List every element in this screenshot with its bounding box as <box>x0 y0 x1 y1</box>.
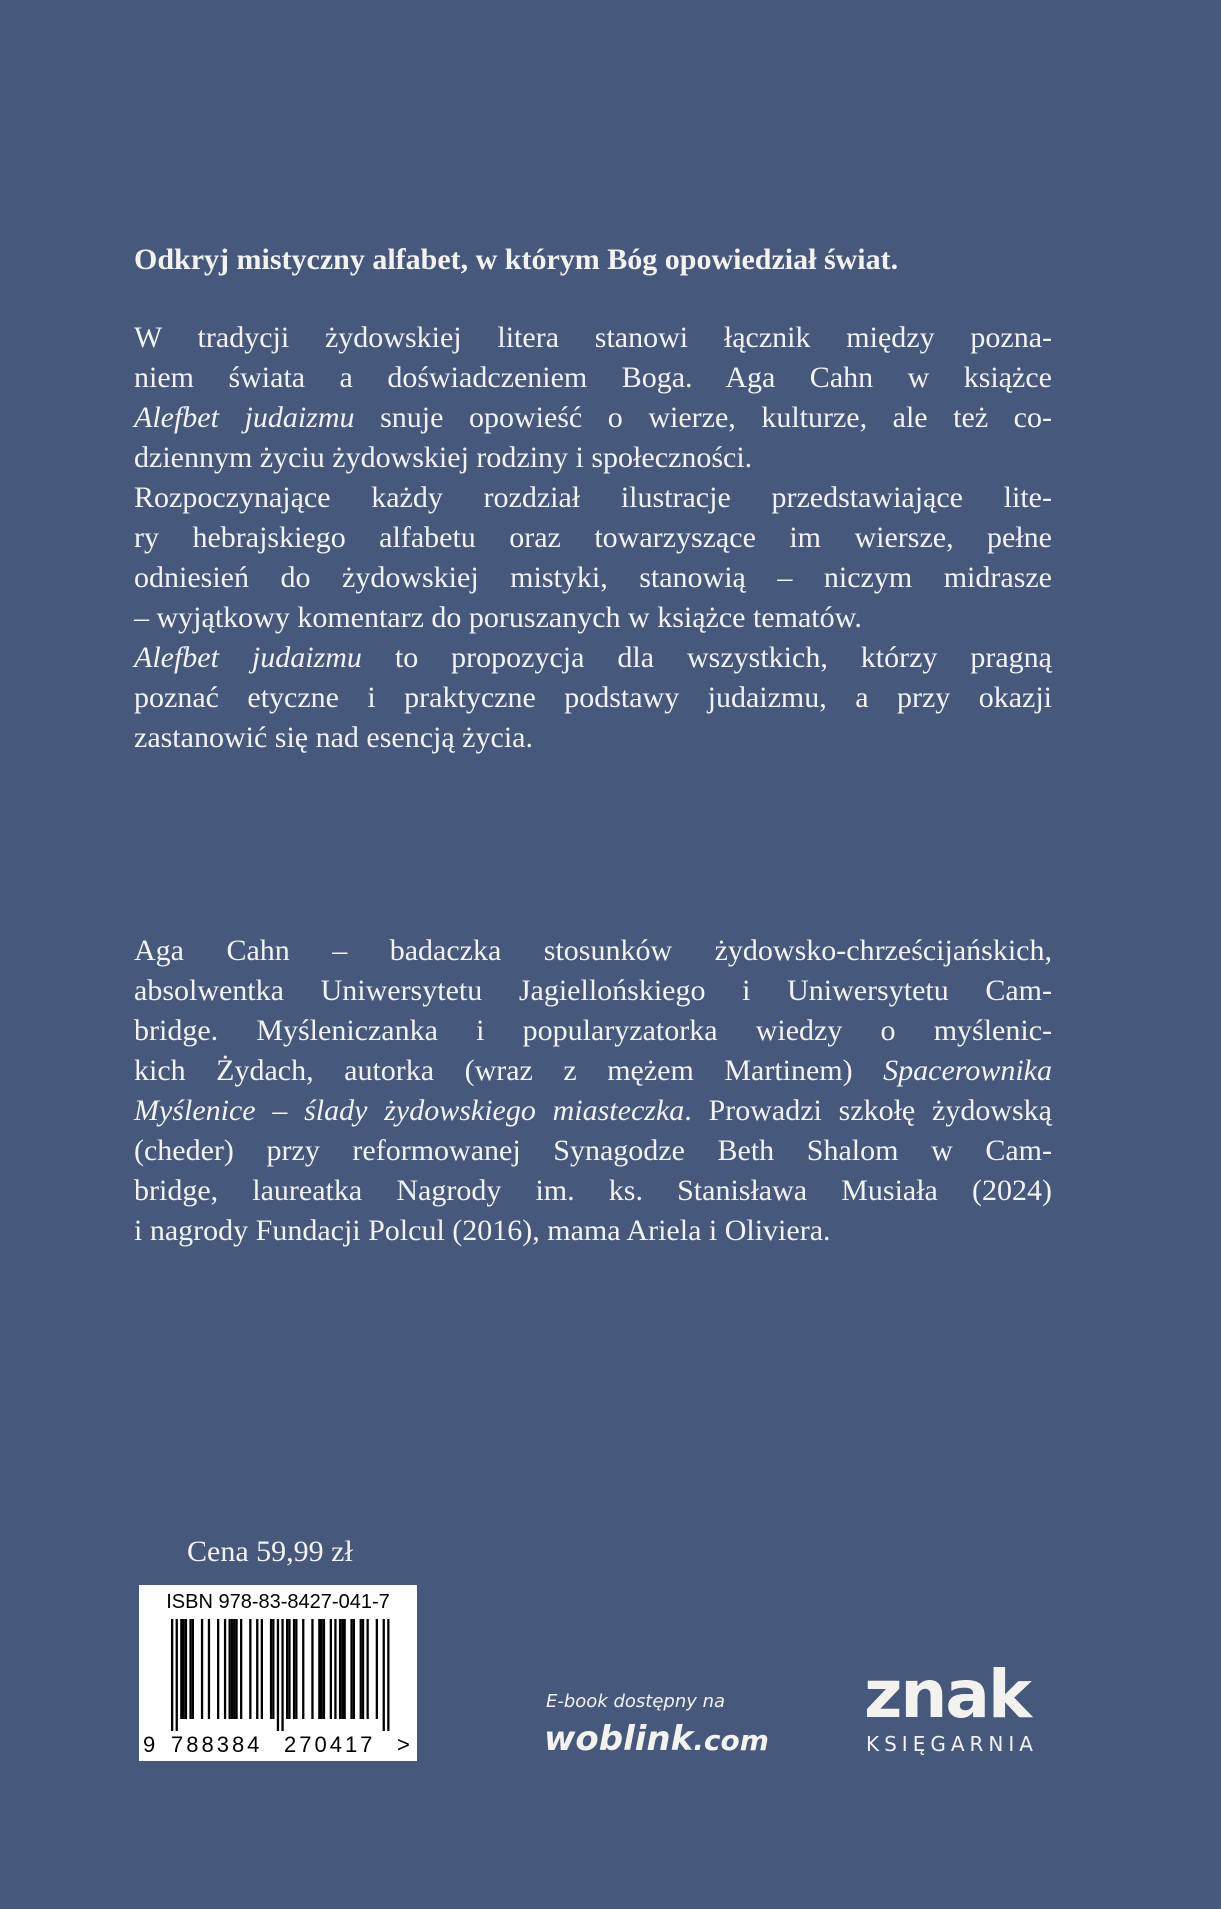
text-run: – wyjątkowy komentarz do poruszanych w książce tematów. <box>134 601 862 634</box>
text-line <box>134 598 1052 638</box>
barcode-bar <box>183 1619 185 1719</box>
barcode-bar <box>249 1619 251 1719</box>
text-run: Aga Cahn – badaczka stosunków żydowsko-chrześcijańskich, <box>134 934 1052 967</box>
barcode-bar <box>360 1619 362 1719</box>
text-line <box>134 558 1052 598</box>
text-line <box>134 438 1052 478</box>
barcode-bar <box>339 1619 341 1719</box>
barcode-bar <box>288 1619 290 1719</box>
text-run: bridge. Myśleniczanka i popularyzatorka wiedzy o myślenic- <box>134 1014 1052 1047</box>
text-line <box>134 518 1052 558</box>
text-line <box>134 1211 1052 1251</box>
barcode-bar <box>231 1619 233 1719</box>
text-run: poznać etyczne i praktyczne podstawy judaizmu, a przy okazji <box>134 681 1052 714</box>
barcode-bar <box>261 1619 263 1719</box>
barcode-bar <box>224 1619 226 1719</box>
text-run: absolwentka Uniwersytetu Jagiellońskiego i Uniwersytetu Cam- <box>134 974 1052 1007</box>
barcode-bar <box>350 1619 352 1719</box>
barcode-bar <box>217 1619 219 1719</box>
text-line <box>134 638 1052 678</box>
znak-publisher-subtitle: KSIĘGARNIA <box>866 1732 1038 1756</box>
barcode-bar <box>323 1619 325 1719</box>
text-run: bridge, laureatka Nagrody im. ks. Stanisława Musiała (2024) <box>134 1174 1052 1207</box>
barcode-bar <box>376 1619 378 1719</box>
blurb-paragraph <box>134 318 1052 758</box>
text-run: snuje opowieść o wierze, kulturze, ale też co- <box>354 401 1052 434</box>
barcode-bar <box>240 1619 242 1719</box>
barcode-bar <box>367 1619 369 1719</box>
barcode-bar <box>208 1619 210 1719</box>
barcode-bar <box>235 1619 237 1719</box>
barcode-bar <box>229 1619 231 1719</box>
barcode-bar <box>330 1619 332 1719</box>
ean-right-group: 270417 <box>284 1732 376 1757</box>
barcode-bar <box>277 1619 279 1731</box>
barcode-bar <box>344 1619 346 1719</box>
barcode-bar <box>256 1619 258 1719</box>
ebook-caption: E-book dostępny na <box>546 1691 726 1712</box>
italic-title: Myślenice – ślady żydowskiego miasteczka <box>134 1094 685 1127</box>
text-line <box>134 1131 1052 1171</box>
text-run: to propozycja dla wszystkich, którzy pragną <box>361 641 1052 674</box>
barcode-bar <box>334 1619 336 1719</box>
barcode-bar <box>383 1619 385 1731</box>
text-run: (cheder) przy reformowanej Synagodze Beth Shalom w Cam- <box>134 1134 1052 1167</box>
barcode-bars <box>149 1619 407 1731</box>
barcode-bar <box>318 1619 320 1719</box>
cover-headline: Odkryj mistyczny alfabet, w którym Bóg opowiedział świat. <box>134 243 899 276</box>
barcode-bar <box>180 1619 182 1719</box>
barcode-bar <box>233 1619 235 1719</box>
znak-publisher-logo: znak <box>864 1656 1030 1733</box>
isbn-number: ISBN 978-83-8427-041-7 <box>166 1591 390 1613</box>
text-run: Rozpoczynające każdy rozdział ilustracje przedstawiające lite- <box>134 481 1052 514</box>
text-line <box>134 318 1052 358</box>
barcode-bar <box>185 1619 187 1719</box>
text-run: ry hebrajskiego alfabetu oraz towarzyszące im wiersze, pełne <box>134 521 1052 554</box>
barcode-bar <box>270 1619 272 1719</box>
woblink-logo-suffix: .com <box>693 1724 769 1757</box>
text-line <box>134 478 1052 518</box>
text-run: dziennym życiu żydowskiej rodziny i społeczności. <box>134 441 753 474</box>
barcode-bar <box>302 1619 304 1719</box>
barcode-bar <box>281 1619 283 1731</box>
text-run: . Prowadzi szkołę żydowską <box>684 1094 1052 1127</box>
text-run: i nagrody Fundacji Polcul (2016), mama Ariela i Oliviera. <box>134 1214 831 1247</box>
italic-title: Spacerownika <box>883 1054 1052 1087</box>
barcode-bar <box>189 1619 191 1719</box>
barcode-bar <box>171 1619 173 1731</box>
barcode-bar <box>362 1619 364 1719</box>
barcode-bar <box>311 1619 313 1719</box>
text-line <box>134 1011 1052 1051</box>
ean-left-group: 788384 <box>171 1732 263 1757</box>
text-line <box>134 1091 1052 1131</box>
italic-title: Alefbet judaizmu <box>134 401 355 434</box>
text-run: odniesień do żydowskiej mistyki, stanowią – niczym midrasze <box>134 561 1052 594</box>
barcode-bar <box>321 1619 323 1719</box>
barcode-bar <box>341 1619 343 1719</box>
ean-quiet-zone-arrow: > <box>397 1732 410 1757</box>
text-line <box>134 1171 1052 1211</box>
barcode-bar <box>272 1619 274 1719</box>
text-run: W tradycji żydowskiej litera stanowi łącznik między pozna- <box>134 321 1052 354</box>
text-line <box>134 718 1052 758</box>
text-line <box>134 931 1052 971</box>
author-bio-paragraph <box>134 931 1052 1251</box>
barcode-bar <box>293 1619 295 1719</box>
barcode-bar <box>286 1619 288 1719</box>
text-line <box>134 358 1052 398</box>
barcode-bar <box>201 1619 203 1719</box>
barcode-bar <box>387 1619 389 1731</box>
barcode-bar <box>192 1619 194 1719</box>
text-run: zastanowić się nad esencją życia. <box>134 721 533 754</box>
text-line <box>134 1051 1052 1091</box>
woblink-logo-main: woblink <box>544 1719 694 1759</box>
woblink-logo <box>544 1717 769 1763</box>
ean-first-digit: 9 <box>143 1732 156 1757</box>
barcode-bar <box>176 1619 178 1731</box>
price-label: Cena 59,99 zł <box>187 1535 353 1568</box>
text-run: niem świata a doświadczeniem Boga. Aga Cahn w książce <box>134 361 1052 394</box>
text-line <box>134 398 1052 438</box>
isbn-barcode <box>139 1585 417 1761</box>
barcode-bar <box>295 1619 297 1719</box>
italic-title: Alefbet judaizmu <box>134 641 362 674</box>
text-line <box>134 678 1052 718</box>
barcode-bar <box>353 1619 355 1719</box>
text-line <box>134 971 1052 1011</box>
text-run: kich Żydach, autorka (wraz z mężem Martinem) <box>134 1054 884 1087</box>
ean-digits <box>139 1731 417 1759</box>
